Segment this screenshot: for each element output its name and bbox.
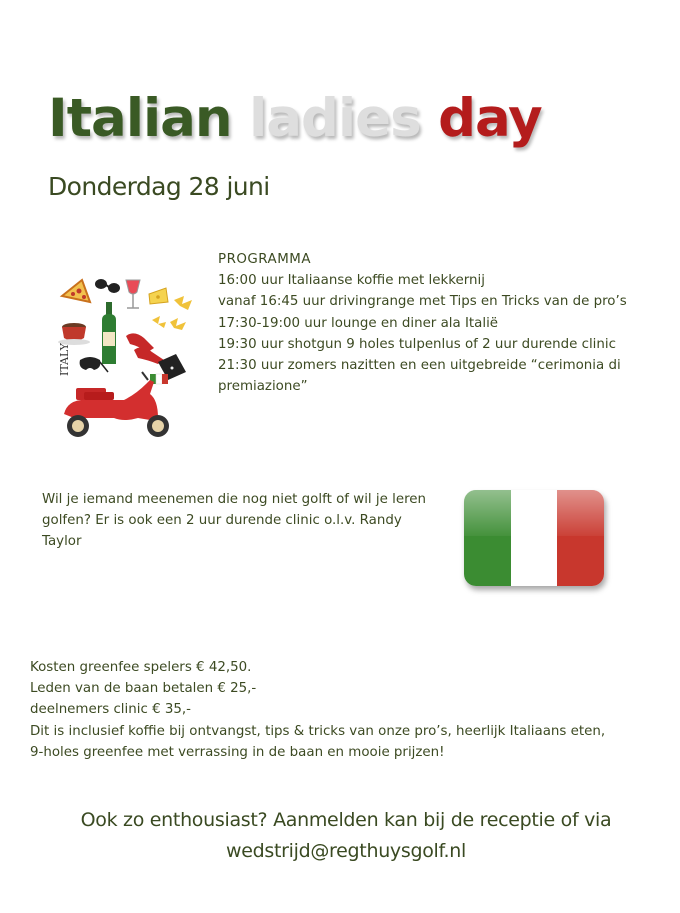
wine-bottle-icon xyxy=(102,302,116,364)
event-date: Donderdag 28 juni xyxy=(48,172,270,201)
title-word-ladies: ladies xyxy=(249,88,421,149)
program-item: 17:30-19:00 uur lounge en diner ala Italië xyxy=(218,315,499,331)
shoes-icon xyxy=(126,333,164,364)
wine-glass-icon xyxy=(126,280,140,308)
cost-line: Kosten greenfee spelers € 42,50. xyxy=(30,660,252,675)
italian-flag-image xyxy=(464,490,604,586)
page-title xyxy=(48,86,542,152)
scooter-icon xyxy=(64,372,169,437)
cheese-icon xyxy=(149,288,168,304)
closing-text: Ook zo enthousiast? Aanmelden kan bij de receptie of via xyxy=(80,809,612,831)
coffee-cup-icon xyxy=(58,323,90,345)
sunglasses-icon xyxy=(95,279,120,293)
signup-email[interactable]: wedstrijd@regthuysgolf.nl xyxy=(225,840,467,862)
cost-line: 9-holes greenfee met verrassing in de baan en mooie prijzen! xyxy=(30,744,445,760)
italy-label: ITALY xyxy=(58,343,71,376)
program-item: 21:30 uur zomers nazitten en een uitgebreide “cerimonia di premiazione” xyxy=(218,358,621,395)
cost-line: Leden van de baan betalen € 25,- xyxy=(30,681,257,697)
costs-section xyxy=(30,657,660,763)
title-word-italian: Italian xyxy=(48,88,232,149)
pizza-icon xyxy=(62,280,90,302)
invite-text: Wil je iemand meenemen die nog niet golft of wil je leren golfen? Er is ook een 2 uur durende clinic o.l.v. Randy Taylor xyxy=(42,492,427,550)
flag-gloss xyxy=(464,490,604,536)
program-heading: PROGRAMMA xyxy=(218,252,311,267)
program-item: 16:00 uur Italiaanse koffie met lekkernij xyxy=(218,273,485,289)
program-section xyxy=(218,249,668,397)
program-item: 19:30 uur shotgun 9 holes tulpenlus of 2 uur durende clinic xyxy=(218,336,616,352)
cost-line: Dit is inclusief koffie bij ontvangst, tips & tricks van onze pro’s, heerlijk Italiaans eten, xyxy=(30,723,606,739)
title-word-day: day xyxy=(438,88,542,149)
cost-line: deelnemers clinic € 35,- xyxy=(30,702,191,718)
program-item: vanaf 16:45 uur drivingrange met Tips en Tricks van de pro’s xyxy=(218,294,627,310)
italy-illustration xyxy=(54,272,196,447)
closing-section xyxy=(0,805,680,867)
